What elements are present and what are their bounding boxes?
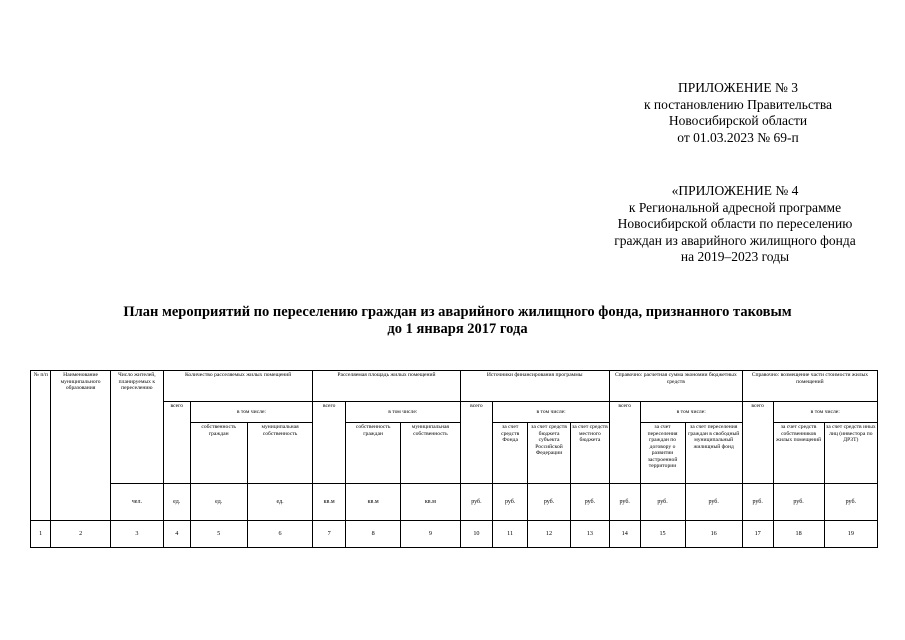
unit-cell: кв.м — [313, 484, 346, 521]
column-number: 18 — [773, 521, 824, 548]
unit-cell: руб. — [528, 484, 571, 521]
unit-cell: руб. — [685, 484, 742, 521]
subheader-citizens-property: собственность граждан — [190, 423, 247, 484]
header-total: всего — [609, 402, 640, 484]
column-number: 19 — [824, 521, 877, 548]
header-including: в том числе: — [190, 402, 313, 423]
column-numbers-row — [31, 521, 878, 548]
unit-cell: руб. — [493, 484, 528, 521]
title-line: План мероприятий по переселению граждан из аварийного жилищного фонда, признанного таковым — [123, 304, 792, 320]
appendix-inner-line: Новосибирской области по переселению — [617, 216, 853, 231]
appendix-inner-line: «ПРИЛОЖЕНИЕ № 4 — [671, 183, 799, 198]
column-number: 14 — [609, 521, 640, 548]
column-number: 11 — [493, 521, 528, 548]
header-quantity: Количество расселяемых жилых помещений — [163, 371, 312, 402]
appendix-header — [600, 80, 876, 146]
header-including: в том числе: — [640, 402, 742, 423]
unit-cell: кв.м — [346, 484, 401, 521]
header-compensation: Справочно: возмещение части стоимости жилых помещений — [742, 371, 877, 402]
column-number: 1 — [31, 521, 51, 548]
subheader-contract: за счет переселения граждан по договору о развитии застроенной территории — [640, 423, 685, 484]
column-number: 9 — [401, 521, 460, 548]
unit-cell: руб. — [742, 484, 773, 521]
unit-cell: ед. — [163, 484, 190, 521]
subheader-owners: за счет средств собственников жилых помещений — [773, 423, 824, 484]
header-total: всего — [460, 402, 493, 484]
header-sources: Источники финансирования программы — [460, 371, 609, 402]
header-municipality: Наименование муниципального образования — [51, 371, 110, 521]
header-num: № п/п — [31, 371, 51, 521]
appendix-line: ПРИЛОЖЕНИЕ № 3 — [677, 80, 799, 95]
column-number: 16 — [685, 521, 742, 548]
column-number: 3 — [110, 521, 163, 548]
header-total: всего — [313, 402, 346, 484]
column-number: 5 — [190, 521, 247, 548]
column-number: 8 — [346, 521, 401, 548]
subheader-municipal-property: муниципальная собственность — [247, 423, 312, 484]
appendix-inner-line: на 2019–2023 годы — [680, 249, 790, 264]
header-residents: Число жителей, планируемых к переселению — [110, 371, 163, 484]
document-title — [60, 304, 855, 338]
header-area: Расселяемая площадь жилых помещений — [313, 371, 460, 402]
plan-table — [30, 370, 878, 548]
unit-cell: руб. — [609, 484, 640, 521]
appendix-inner-header — [585, 183, 885, 266]
column-number: 12 — [528, 521, 571, 548]
unit-cell: руб. — [460, 484, 493, 521]
subheader-subject-budget: за счет средств бюджета субъекта Российской Федерации — [528, 423, 571, 484]
column-number: 6 — [247, 521, 312, 548]
subheader-local-budget: за счет средств местного бюджета — [571, 423, 610, 484]
appendix-inner-line: граждан из аварийного жилищного фонда — [614, 232, 856, 248]
column-number: 10 — [460, 521, 493, 548]
subheader-fund: за счет средств Фонда — [493, 423, 528, 484]
unit-cell: руб. — [824, 484, 877, 521]
subheader-municipal-property: муниципальная собственность — [401, 423, 460, 484]
appendix-inner-line: к Региональной адресной программе — [628, 199, 842, 215]
appendix-line: от 01.03.2023 № 69-п — [677, 129, 799, 145]
subheader-others: за счет средств иных лиц (инвестора по ДРЗТ) — [824, 423, 877, 484]
header-including: в том числе: — [346, 402, 461, 423]
column-number: 4 — [163, 521, 190, 548]
units-row — [31, 484, 878, 521]
header-row — [31, 371, 878, 402]
unit-cell: руб. — [773, 484, 824, 521]
unit-cell: ед. — [247, 484, 312, 521]
header-total: всего — [163, 402, 190, 484]
column-number: 15 — [640, 521, 685, 548]
unit-cell: руб. — [640, 484, 685, 521]
unit-cell: чел. — [110, 484, 163, 521]
column-number: 17 — [742, 521, 773, 548]
header-savings: Справочно: расчетная сумма экономии бюджетных средств — [609, 371, 742, 402]
appendix-line: Новосибирской области — [668, 113, 808, 128]
unit-cell: кв.м — [401, 484, 460, 521]
unit-cell: руб. — [571, 484, 610, 521]
header-including: в том числе: — [493, 402, 610, 423]
column-number: 13 — [571, 521, 610, 548]
column-number: 2 — [51, 521, 110, 548]
unit-cell: ед. — [190, 484, 247, 521]
subheader-free-fund: за счет переселения граждан в свободный муниципальный жилищный фонд — [685, 423, 742, 484]
appendix-line: к постановлению Правительства — [643, 96, 833, 112]
header-including: в том числе: — [773, 402, 878, 423]
column-number: 7 — [313, 521, 346, 548]
title-line: до 1 января 2017 года — [387, 321, 528, 337]
subheader-citizens-property: собственность граждан — [346, 423, 401, 484]
header-total: всего — [742, 402, 773, 484]
